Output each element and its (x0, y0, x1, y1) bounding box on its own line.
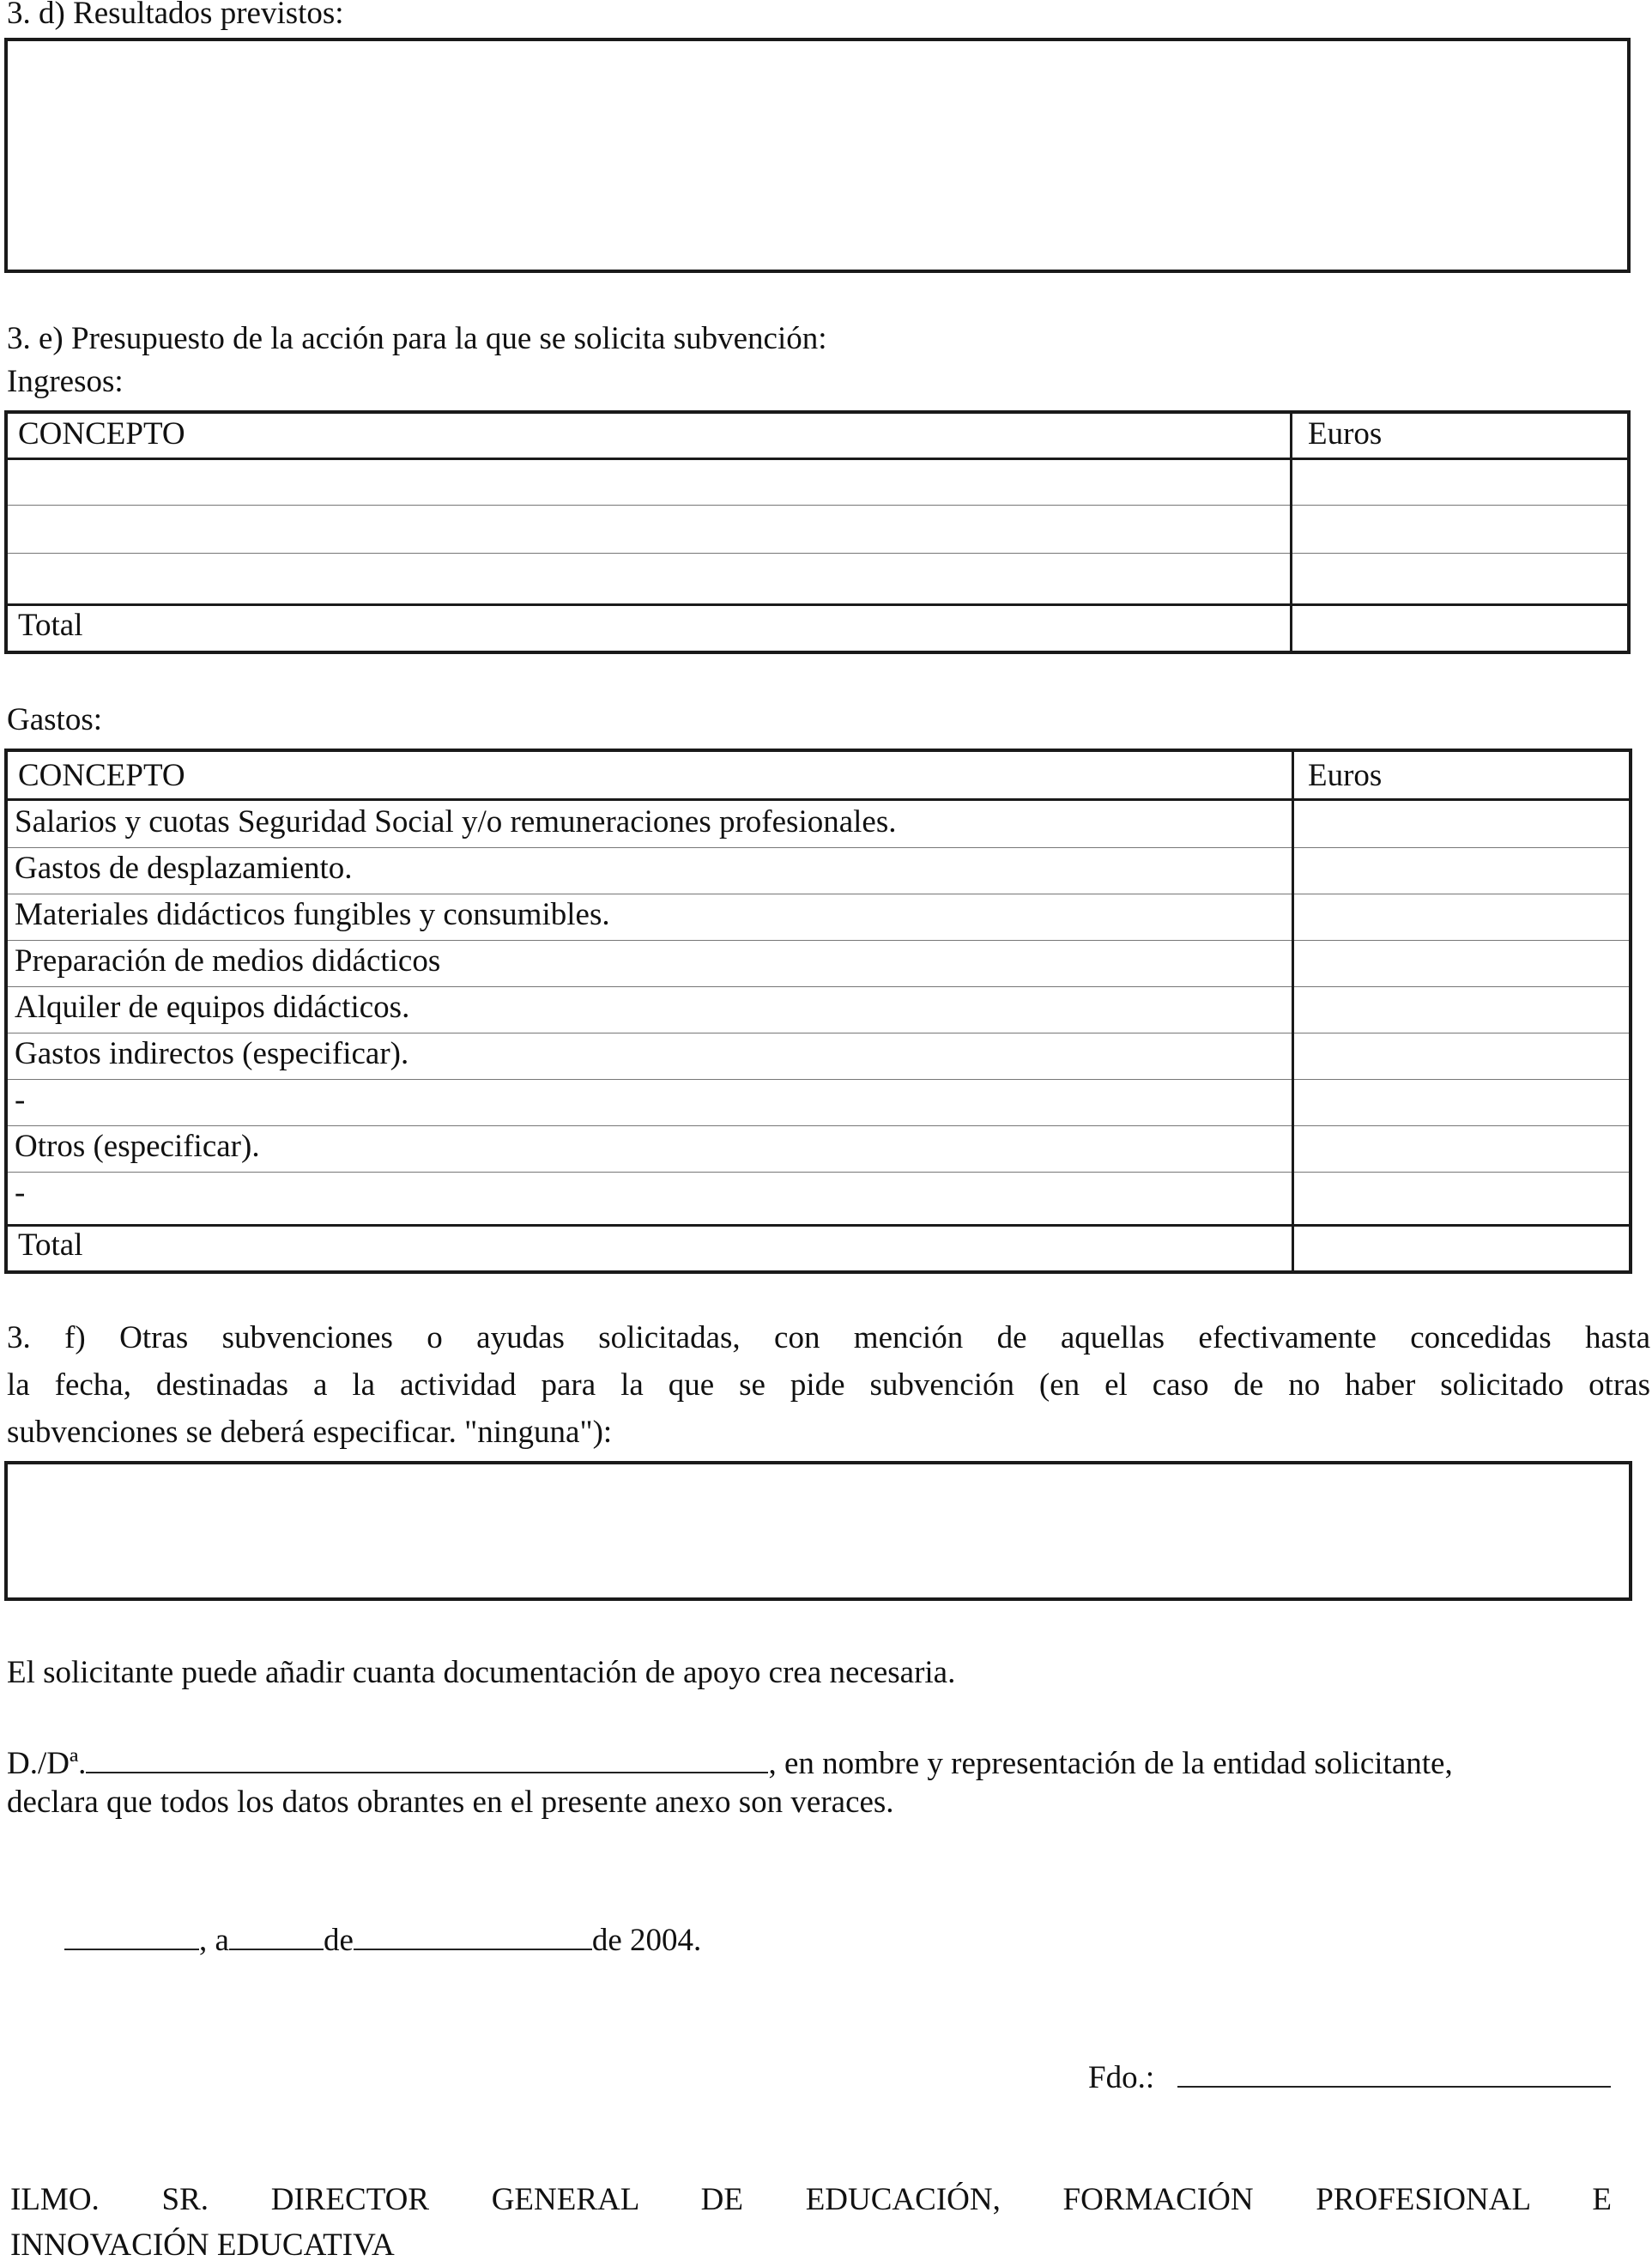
gastos-table (4, 749, 1632, 1274)
section-f-line-3: subvenciones se deberá especificar. "ninguna"): (7, 1415, 613, 1450)
gastos-row-label: - (15, 1175, 26, 1210)
gastos-row[interactable] (8, 1033, 1629, 1080)
date-de-text: de (323, 1923, 354, 1958)
gastos-total-label: Total (18, 1227, 83, 1263)
place-field[interactable] (64, 1917, 199, 1950)
declaration-suffix: , en nombre y representación de la entidad solicitante, (768, 1746, 1453, 1781)
gastos-row-label: Gastos de desplazamiento. (15, 851, 353, 886)
declaration-line-2: declara que todos los datos obrantes en el presente anexo son veraces. (7, 1785, 894, 1820)
gastos-row[interactable] (8, 894, 1629, 941)
gastos-row[interactable] (8, 801, 1629, 848)
day-field[interactable] (229, 1917, 324, 1950)
addressee-line-2: INNOVACIÓN EDUCATIVA (10, 2228, 395, 2263)
gastos-row-label: Gastos indirectos (especificar). (15, 1036, 409, 1071)
gastos-row-label: - (15, 1082, 26, 1118)
addressee-line-1: ILMO. SR. DIRECTOR GENERAL DE EDUCACIÓN, FORMACIÓN PROFESIONAL E (10, 2182, 1612, 2217)
ingresos-header-concepto: CONCEPTO (18, 416, 185, 452)
otras-subvenciones-field[interactable] (4, 1461, 1632, 1601)
gastos-header-euros: Euros (1308, 758, 1383, 793)
section-f-line-1: 3. f) Otras subvenciones o ayudas solicitadas, con mención de aquellas efectivamente concedidas hasta (7, 1320, 1650, 1355)
gastos-row[interactable] (8, 1125, 1629, 1173)
signature-label: Fdo.: (1088, 2060, 1155, 2095)
gastos-row[interactable] (8, 847, 1629, 894)
gastos-row-label: Preparación de medios didácticos (15, 943, 441, 979)
declaration-prefix: D./Dª. (7, 1746, 87, 1781)
gastos-row-label: Materiales didácticos fungibles y consumibles. (15, 897, 610, 932)
gastos-row[interactable] (8, 1172, 1629, 1218)
gastos-row[interactable] (8, 1079, 1629, 1126)
month-field[interactable] (354, 1917, 592, 1950)
declaration-line-1 (7, 1740, 1453, 1783)
section-e-label: 3. e) Presupuesto de la acción para la que se solicita subvención: (7, 321, 827, 356)
ingresos-table (4, 410, 1631, 654)
support-note: El solicitante puede añadir cuanta documentación de apoyo crea necesaria. (7, 1655, 956, 1690)
gastos-row-label: Otros (especificar). (15, 1129, 260, 1164)
ingresos-row[interactable] (8, 553, 1627, 554)
signature-line (1088, 2054, 1611, 2097)
date-year-text: de 2004. (591, 1923, 702, 1958)
gastos-row[interactable] (8, 986, 1629, 1033)
gastos-row-label: Salarios y cuotas Seguridad Social y/o remuneraciones profesionales. (15, 804, 897, 840)
date-line (64, 1917, 701, 1960)
resultados-previstos-field[interactable] (4, 38, 1631, 273)
date-a-text: , a (199, 1923, 229, 1958)
ingresos-row[interactable] (8, 458, 1627, 506)
gastos-header-concepto: CONCEPTO (18, 758, 185, 793)
ingresos-header-euros: Euros (1308, 416, 1383, 452)
gastos-row[interactable] (8, 940, 1629, 987)
gastos-row-label: Alquiler de equipos didácticos. (15, 990, 410, 1025)
declarant-name-field[interactable] (86, 1740, 768, 1773)
gastos-label: Gastos: (7, 702, 102, 737)
ingresos-label: Ingresos: (7, 364, 124, 399)
ingresos-total-label: Total (18, 608, 83, 643)
signature-field[interactable] (1177, 2054, 1611, 2088)
section-f-line-2: la fecha, destinadas a la actividad para la que se pide subvención (en el caso de no haber solicitado otras (7, 1367, 1650, 1403)
ingresos-row[interactable] (8, 505, 1627, 554)
section-d-label: 3. d) Resultados previstos: (7, 0, 344, 31)
